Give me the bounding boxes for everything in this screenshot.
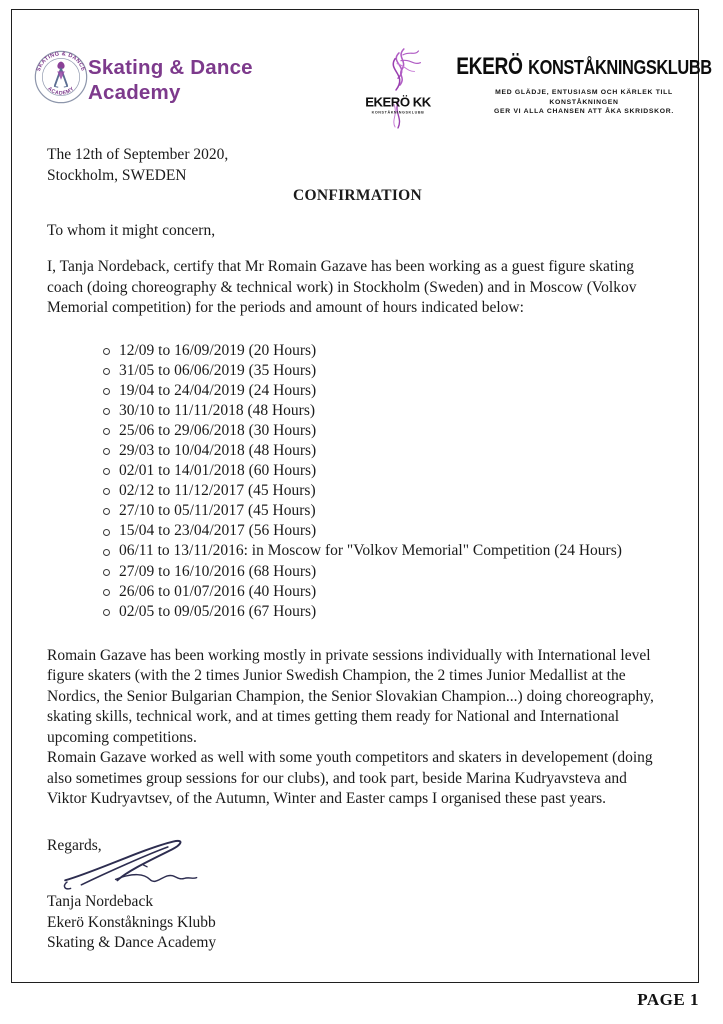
salutation: To whom it might concern, (47, 221, 216, 239)
svg-text:ACADEMY (46, 86, 75, 97)
letterhead (12, 10, 712, 145)
ekerokk-logo-subtext: KONSTÅKNINGSKLUBB (371, 110, 425, 115)
ekero-club-tagline-line1: MED GLÄDJE, ENTUSIASM OCH KÄRLEK TILL KONSTÅKNINGEN (495, 89, 673, 106)
academy-title-line2: Academy (88, 81, 181, 104)
dancers-figure-icon (54, 62, 68, 88)
academy-title-line1: Skating & Dance (88, 56, 253, 79)
body-paragraph-1: Romain Gazave has been working mostly in private sessions individually with International level figure skaters (with the 2 times Junior Swedish Champion, the 2 times Junior Medallist at the Nordics, the Senior Bulgarian Champion, the Senior Slovakian Champion...) doing choreography, skating skills, technical work, and at times getting them ready for National and International upcoming competitions. (47, 646, 654, 746)
work-period-item: 15/04 to 23/04/2017 (56 Hours) (47, 521, 668, 541)
ekero-club-title-strong: EKERÖ (456, 53, 523, 80)
location-line: Stockholm, SWEDEN (47, 166, 187, 184)
ekero-kk-logo-icon (359, 46, 437, 130)
work-period-item: 12/09 to 16/09/2019 (20 Hours) (47, 341, 668, 361)
date-location-block (47, 145, 668, 186)
work-period-item: 27/10 to 05/11/2017 (45 Hours) (47, 501, 668, 521)
ekero-club-title (456, 53, 712, 81)
date-line: The 12th of September 2020, (47, 146, 229, 163)
work-period-item: 25/06 to 29/06/2018 (30 Hours) (47, 421, 668, 441)
ekero-club-block (456, 53, 712, 117)
logo-arc-top-text: SKATING & DANCE (35, 51, 87, 73)
work-period-item: 31/05 to 06/06/2019 (35 Hours) (47, 361, 668, 381)
letter-heading: CONFIRMATION (292, 187, 423, 204)
academy-title (88, 55, 253, 105)
intro-paragraph: I, Tanja Nordeback, certify that Mr Romain Gazave has been working as a guest figure skating coach (doing choreography & technical work) in Stockholm (Sweden) and in Moscow (Volkov Memorial competition) for the periods and amount of hours indicated below: (47, 258, 637, 316)
letter-body (12, 145, 698, 954)
skating-dance-academy-logo-icon (33, 48, 89, 106)
closing-line: Regards, (47, 836, 102, 854)
work-period-item: 02/05 to 09/05/2016 (67 Hours) (47, 602, 668, 622)
page-border-frame (11, 9, 712, 983)
ekero-club-title-rest: KONSTÅKNINGSKLUBB (528, 56, 712, 79)
work-periods-list (47, 341, 668, 622)
page-number-label: PAGE 1 (637, 990, 699, 1009)
skater-swirl-icon (393, 49, 420, 128)
ekerokk-logo-text: EKERÖ KK (365, 94, 431, 110)
work-period-item: 06/11 to 13/11/2016: in Moscow for "Volkov Memorial" Competition (24 Hours) (47, 541, 668, 561)
work-period-item: 30/10 to 11/11/2018 (48 Hours) (47, 401, 668, 421)
ekero-club-tagline (468, 88, 700, 117)
work-period-item: 02/12 to 11/12/2017 (45 Hours) (47, 481, 668, 501)
ekero-club-tagline-line2: GER VI ALLA CHANSEN ATT ÅKA SKRIDSKOR. (494, 108, 674, 115)
body-paragraph-2: Romain Gazave worked as well with some youth competitors and skaters in developement (doing also sometimes group sessions for our clubs), and took part, beside Marina Kudryavsteva and Viktor Kudryavtsev, of the Autumn, Winter and Easter camps I organised these past years. (47, 749, 653, 808)
work-period-item: 27/09 to 16/10/2016 (68 Hours) (47, 562, 668, 582)
signature-block (47, 892, 668, 954)
signer-name: Tanja Nordeback (47, 893, 154, 911)
work-period-item: 26/06 to 01/07/2016 (40 Hours) (47, 582, 668, 602)
signer-org-2: Skating & Dance Academy (47, 934, 217, 952)
work-period-item: 02/01 to 14/01/2018 (60 Hours) (47, 461, 668, 481)
logo-arc-bottom-text: ACADEMY (46, 85, 76, 97)
work-period-item: 29/03 to 10/04/2018 (48 Hours) (47, 441, 668, 461)
work-period-item: 19/04 to 24/04/2019 (24 Hours) (47, 381, 668, 401)
signer-org-1: Ekerö Konståknings Klubb (47, 913, 216, 931)
